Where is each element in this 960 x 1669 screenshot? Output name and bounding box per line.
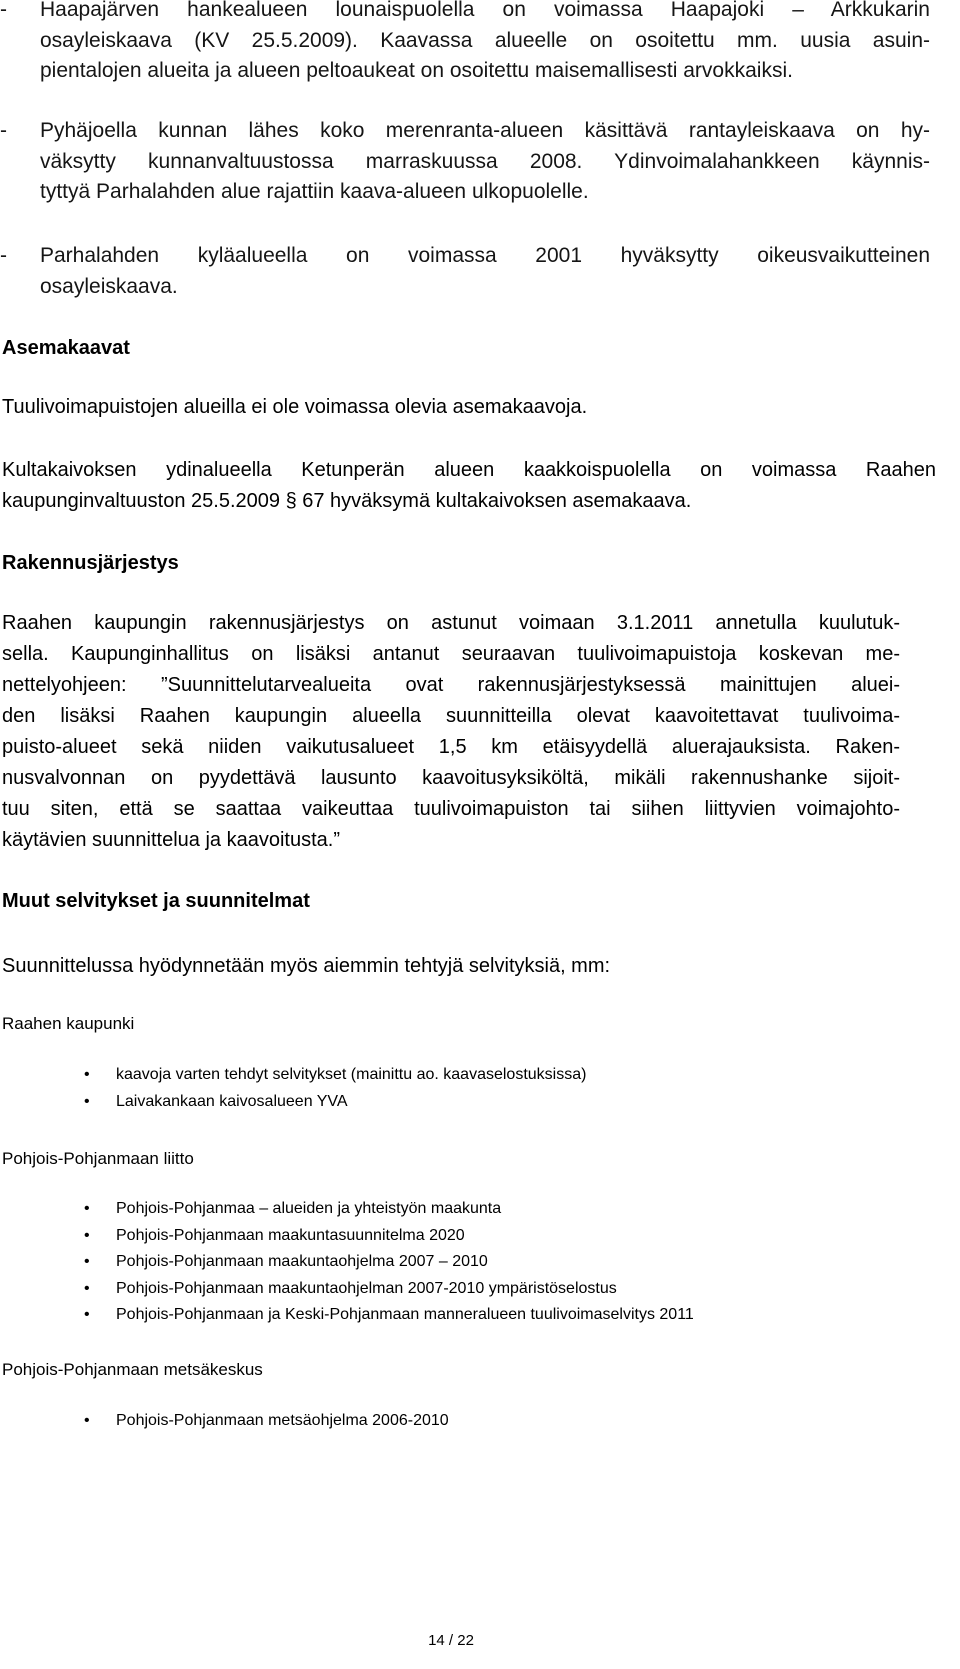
bullet-list: [84, 1062, 586, 1115]
list-item: • Pohjois-Pohjanmaan metsäohjelma 2006-2010: [84, 1408, 449, 1435]
section-heading-rakennusjarjestys: Rakennusjärjestys: [2, 552, 179, 574]
text-line: den lisäksi Raahen kaupungin alueella suunnitteilla olevat kaavoitettavat tuulivoima-: [2, 705, 900, 727]
section-heading-muut: Muut selvitykset ja suunnitelmat: [2, 890, 310, 912]
dash-marker: -: [0, 0, 7, 21]
dash-list-item: [0, 116, 930, 208]
text-line: Raahen kaupungin rakennusjärjestys on astunut voimaan 3.1.2011 annetulla kuulutuk-: [2, 612, 900, 634]
list-item: • Pohjois-Pohjanmaan maakuntasuunnitelma 2020: [84, 1223, 694, 1250]
list-item: • kaavoja varten tehdyt selvitykset (mainittu ao. kaavaselostuksissa): [84, 1062, 586, 1089]
text-line: sella. Kaupunginhallitus on lisäksi antanut seuraavan tuulivoimapuistoja koskevan me-: [2, 643, 900, 665]
text-line: osayleiskaava.: [40, 274, 178, 298]
text-line: Haapajärven hankealueen lounaispuolella on voimassa Haapajoki – Arkkukarin: [40, 0, 930, 21]
text-line: tyttyä Parhalahden alue rajattiin kaava-alueen ulkopuolelle.: [40, 180, 589, 203]
text-line: käytävien suunnittelua ja kaavoitusta.”: [2, 829, 340, 851]
list-item: • Pohjois-Pohjanmaan maakuntaohjelman 2007-2010 ympäristöselostus: [84, 1276, 694, 1303]
text-line: Parhalahden kyläalueella on voimassa 2001 hyväksytty oikeusvaikutteinen: [40, 244, 930, 267]
group-title: Pohjois-Pohjanmaan liitto: [2, 1149, 194, 1168]
text-line: pientalojen alueita ja alueen peltoaukeat on osoitettu maisemallisesti arvokkaiksi.: [40, 59, 793, 82]
text-line: väksytty kunnanvaltuustossa marraskuussa 2008. Ydinvoimalahankkeen käynnis-: [40, 149, 930, 173]
group-title: Pohjois-Pohjanmaan metsäkeskus: [2, 1360, 263, 1379]
group-title: Raahen kaupunki: [2, 1014, 135, 1033]
dash-list-item: [0, 0, 930, 87]
dash-marker: -: [0, 244, 7, 267]
paragraph: [2, 608, 900, 856]
list-item: • Pohjois-Pohjanmaa – alueiden ja yhteistyön maakunta: [84, 1196, 694, 1223]
text-line: Kultakaivoksen ydinalueella Ketunperän alueen kaakkoispuolella on voimassa Raahen: [2, 459, 936, 481]
section-heading-asemakaavat: Asemakaavat: [2, 337, 130, 359]
paragraph: [2, 392, 936, 423]
text-line: osayleiskaava (KV 25.5.2009). Kaavassa alueelle on osoitettu mm. uusia asuin-: [40, 28, 930, 52]
bullet-list: [84, 1196, 694, 1329]
text-line: tuu siten, että se saattaa vaikeuttaa tuulivoimapuiston tai siihen liittyvien voimajohto-: [2, 798, 900, 820]
text-line: nusvalvonnan on pyydettävä lausunto kaavoitusyksiköltä, mikäli rakennushanke sijoit-: [2, 767, 900, 789]
text-line: nettelyohjeen: ”Suunnittelutarvealueita ovat rakennusjärjestyksessä mainittujen aluei-: [2, 674, 900, 696]
dash-list-item: [0, 241, 930, 302]
list-item: • Pohjois-Pohjanmaan ja Keski-Pohjanmaan manneralueen tuulivoimaselvitys 2011: [84, 1302, 694, 1329]
paragraph: [2, 455, 936, 517]
text-line: puisto-alueet sekä niiden vaikutusalueet 1,5 km etäisyydellä aluerajauksista. Raken-: [2, 736, 900, 758]
dash-marker: -: [0, 119, 7, 142]
bullet-list: [84, 1408, 449, 1435]
list-item: • Pohjois-Pohjanmaan maakuntaohjelma 2007 – 2010: [84, 1249, 694, 1276]
text-line: Tuulivoimapuistojen alueilla ei ole voimassa olevia asemakaavoja.: [2, 396, 588, 418]
text-line: Pyhäjoella kunnan lähes koko merenranta-alueen käsittävä rantayleiskaava on hy-: [40, 119, 930, 142]
list-item: • Laivakankaan kaivosalueen YVA: [84, 1089, 586, 1116]
intro-text: Suunnittelussa hyödynnetään myös aiemmin tehtyjä selvityksiä, mm:: [2, 955, 611, 977]
page-number: 14 / 22: [428, 1632, 474, 1649]
text-line: kaupunginvaltuuston 25.5.2009 § 67 hyväksymä kultakaivoksen asemakaava.: [2, 490, 692, 512]
